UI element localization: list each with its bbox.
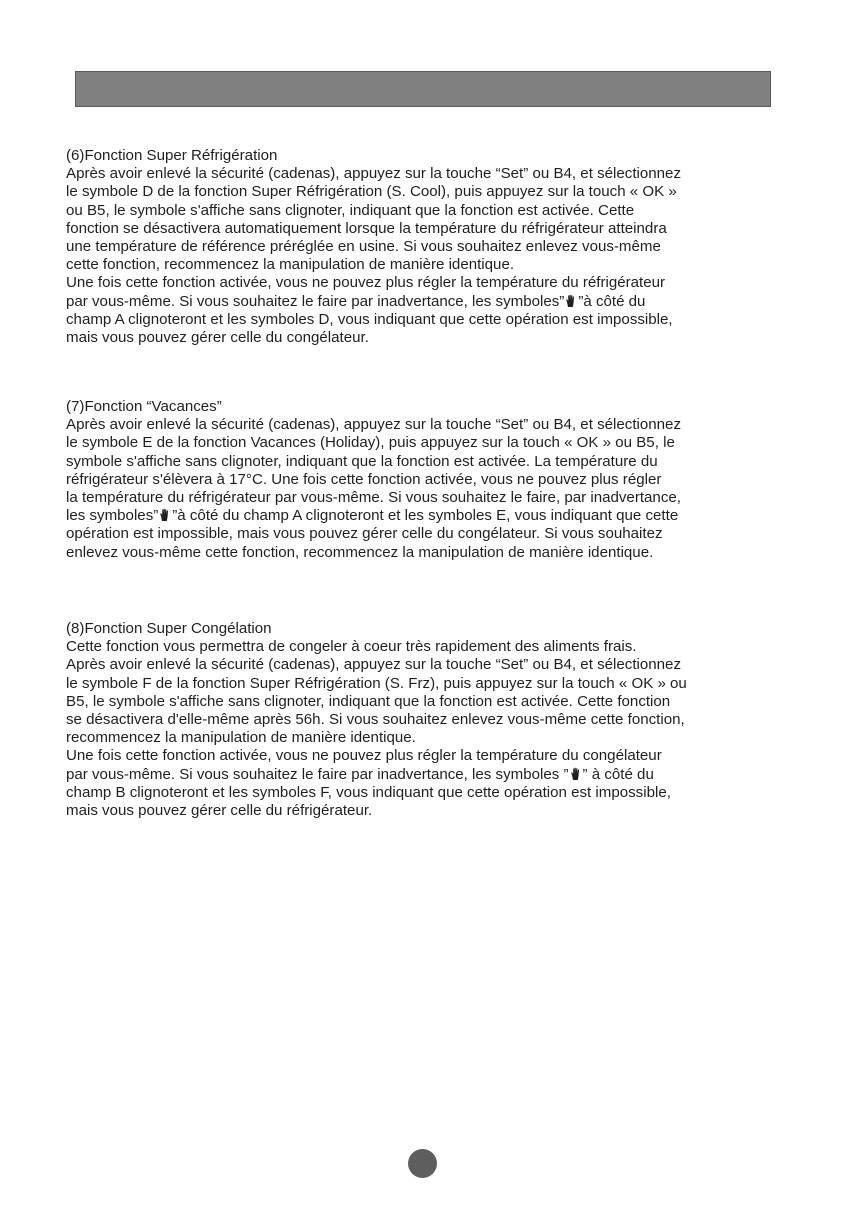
section-vacances: [66, 398, 786, 562]
paragraph-line-with-icon: [66, 766, 786, 784]
paragraph-line: mais vous pouvez gérer celle du réfrigérateur.: [66, 802, 373, 820]
paragraph-line: fonction se désactivera automatiquement lorsque la température du réfrigérateur atteindra: [66, 219, 667, 237]
paragraph-line-with-icon: [66, 293, 786, 311]
paragraph-line: le symbole E de la fonction Vacances (Holiday), puis appuyez sur la touch « OK » ou B5, le: [66, 434, 675, 452]
paragraph-line: champ A clignoteront et les symboles D, vous indiquant que cette opération est impossible,: [66, 310, 673, 328]
paragraph-line: Une fois cette fonction activée, vous ne pouvez plus régler la température du réfrigérateur: [66, 274, 666, 292]
section-title: (6)Fonction Super Réfrigération: [66, 147, 278, 164]
paragraph-line: cette fonction, recommencez la manipulation de manière identique.: [66, 256, 515, 274]
paragraph-line: le symbole D de la fonction Super Réfrigération (S. Cool), puis appuyez sur la touch « OK »: [66, 183, 677, 201]
paragraph-line: le symbole F de la fonction Super Réfrigération (S. Frz), puis appuyez sur la touch « OK » ou: [66, 674, 687, 692]
hand-icon: [159, 508, 171, 522]
text-fragment: par vous-même. Si vous souhaitez le faire par inadvertance, les symboles”: [66, 292, 565, 310]
paragraph-line: mais vous pouvez gérer celle du congélateur.: [66, 329, 369, 347]
section-super-refrigeration: [66, 147, 786, 347]
paragraph-line: Après avoir enlevé la sécurité (cadenas), appuyez sur la touche “Set” ou B4, et sélectionnez: [66, 165, 681, 183]
paragraph-line: réfrigérateur s'élèvera à 17°C. Une fois cette fonction activée, vous ne pouvez plus régler: [66, 470, 662, 488]
text-fragment: les symboles”: [66, 507, 159, 525]
section-title: (7)Fonction “Vacances”: [66, 398, 222, 415]
text-fragment: par vous-même. Si vous souhaitez le faire par inadvertance, les symboles ”: [66, 765, 569, 783]
text-fragment: ”à côté du champ A clignoteront et les symboles E, vous indiquant que cette: [172, 507, 679, 525]
paragraph-line-with-icon: [66, 507, 786, 525]
paragraph-line: opération est impossible, mais vous pouvez gérer celle du congélateur. Si vous souhaitez: [66, 525, 663, 543]
paragraph-line: la température du réfrigérateur par vous-même. Si vous souhaitez le faire, par inadvertance,: [66, 489, 681, 507]
paragraph-line: enlevez vous-même cette fonction, recommencez la manipulation de manière identique.: [66, 543, 654, 561]
paragraph-line: ou B5, le symbole s'affiche sans clignoter, indiquant que la fonction est activée. Cette: [66, 201, 635, 219]
paragraph-line: B5, le symbole s'affiche sans clignoter, indiquant que la fonction est activée. Cette fonction: [66, 692, 671, 710]
section-title: (8)Fonction Super Congélation: [66, 620, 272, 637]
paragraph-line: Cette fonction vous permettra de congeler à coeur très rapidement des aliments frais.: [66, 638, 637, 656]
paragraph-line: une température de référence préréglée en usine. Si vous souhaitez enlevez vous-même: [66, 238, 661, 256]
text-fragment: ” à côté du: [582, 765, 654, 783]
paragraph-line: Après avoir enlevé la sécurité (cadenas), appuyez sur la touche “Set” ou B4, et sélectionnez: [66, 416, 681, 434]
text-fragment: ”à côté du: [578, 292, 646, 310]
hand-icon: [565, 294, 577, 308]
paragraph-line: se désactivera d'elle-même après 56h. Si vous souhaitez enlevez vous-même cette fonction,: [66, 711, 685, 729]
paragraph-line: Une fois cette fonction activée, vous ne pouvez plus régler la température du congélateur: [66, 747, 662, 765]
paragraph-line: Après avoir enlevé la sécurité (cadenas), appuyez sur la touche “Set” ou B4, et sélectionnez: [66, 656, 681, 674]
section-super-congelation: [66, 620, 786, 820]
header-bar: [75, 71, 771, 107]
paragraph-line: champ B clignoteront et les symboles F, vous indiquant que cette opération est impossible,: [66, 783, 671, 801]
paragraph-line: recommencez la manipulation de manière identique.: [66, 729, 416, 747]
page-number-dot: [408, 1149, 437, 1178]
hand-icon: [570, 767, 582, 781]
paragraph-line: symbole s'affiche sans clignoter, indiquant que la fonction est activée. La température du: [66, 452, 658, 470]
